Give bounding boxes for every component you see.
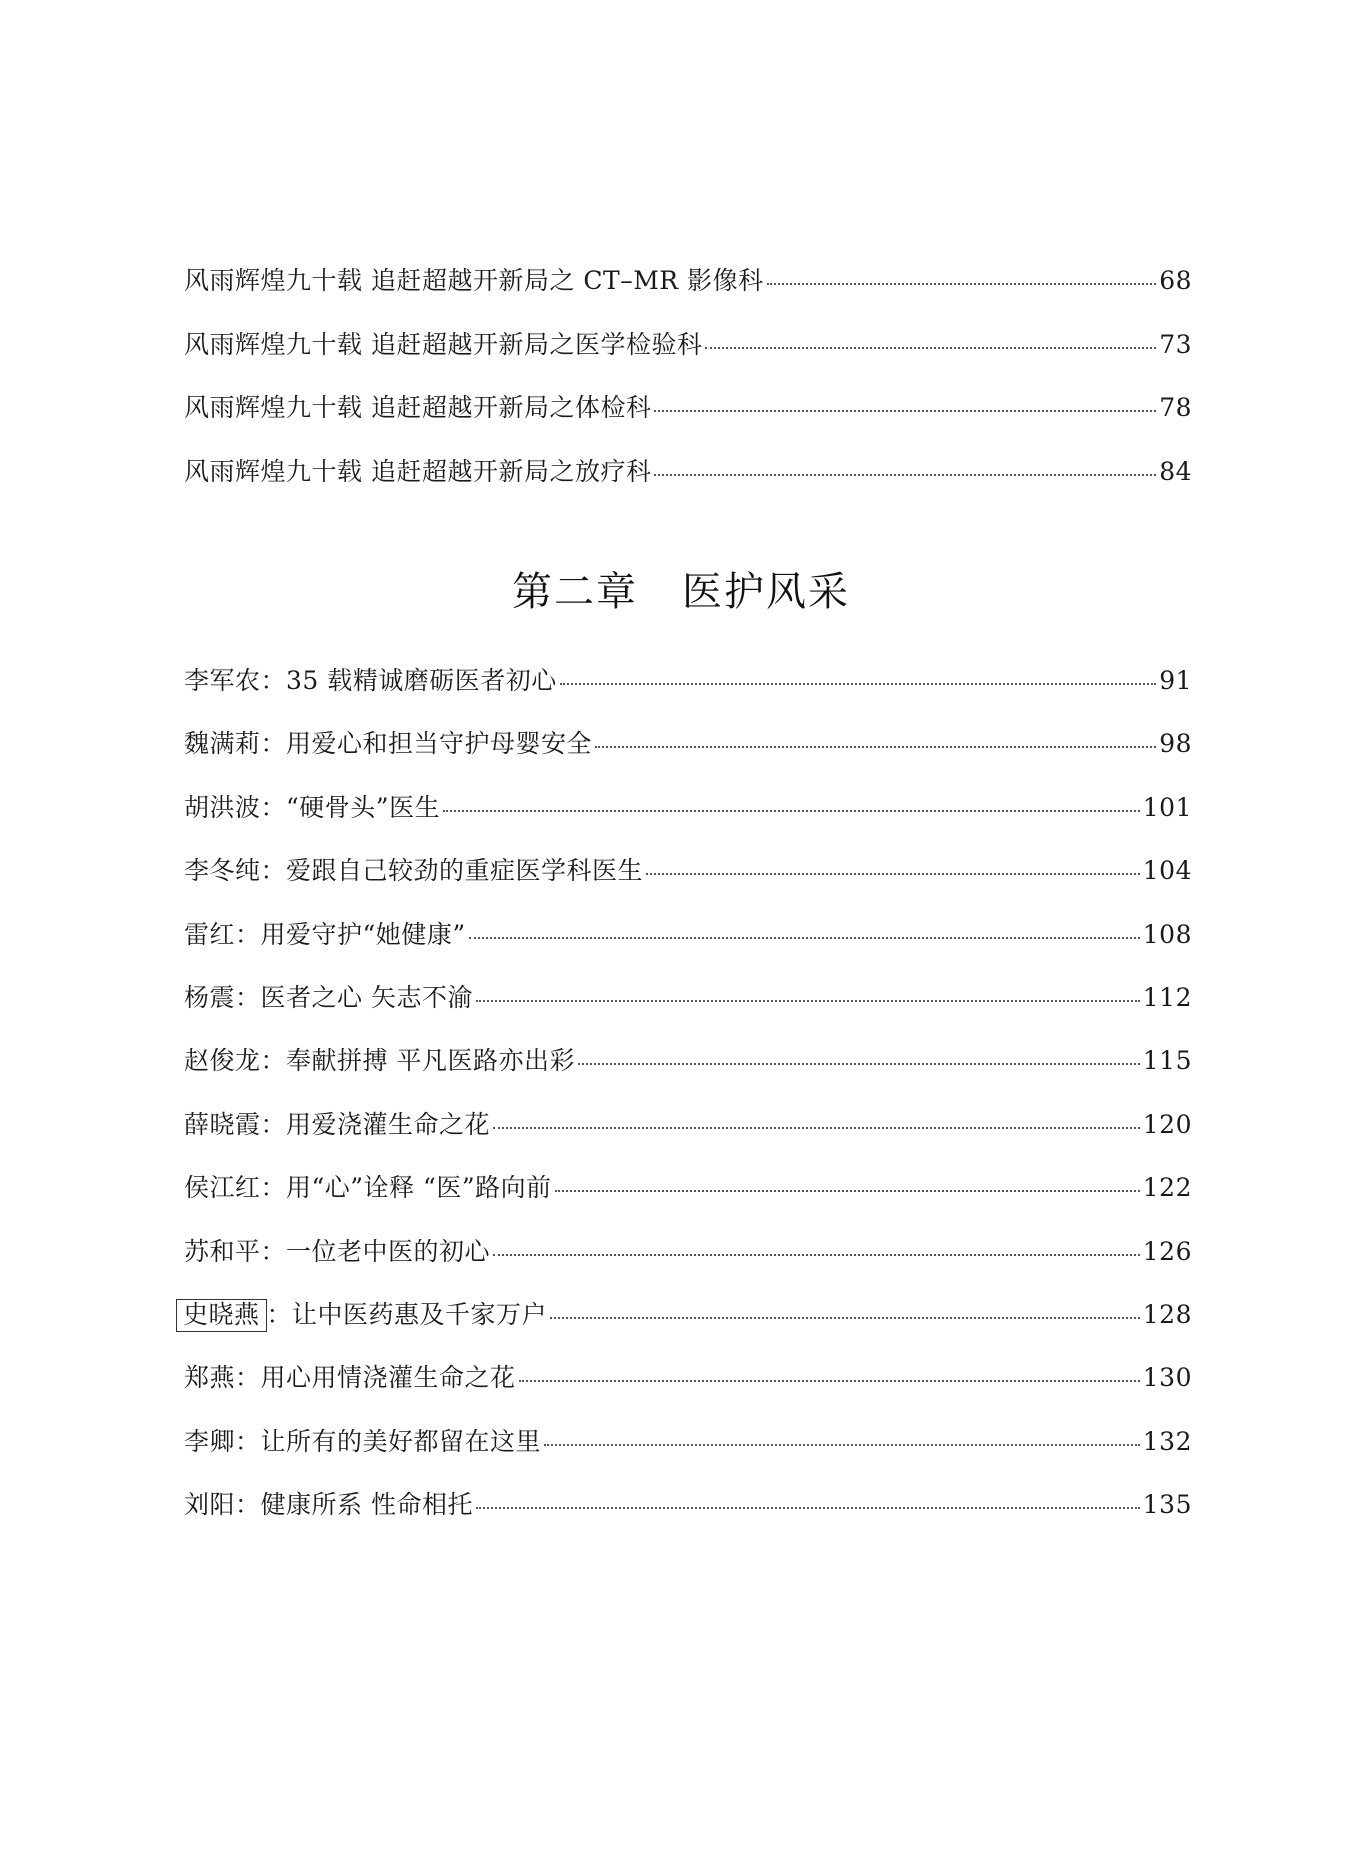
entry-page-number: 122 <box>1142 1173 1192 1203</box>
chapter-heading <box>0 560 1362 617</box>
toc-chapter-two <box>184 666 1192 1553</box>
entry-person-name: 刘阳 <box>184 1490 236 1520</box>
entry-separator: ： <box>260 666 287 695</box>
entry-person-name: 魏满莉 <box>184 729 261 759</box>
entry-person-name: 薛晓霞 <box>184 1109 261 1139</box>
entry-page-number: 115 <box>1142 1046 1192 1076</box>
entry-separator: ： <box>260 856 287 886</box>
entry-title <box>184 793 440 823</box>
entry-page-number: 104 <box>1142 856 1192 886</box>
entry-separator: ： <box>235 982 261 1012</box>
dot-leader <box>578 1063 1140 1065</box>
entry-page-number: 108 <box>1142 919 1192 949</box>
entry-page-number: 73 <box>1159 329 1192 359</box>
entry-page-number: 128 <box>1142 1299 1192 1329</box>
chapter-name: 医护风采 <box>682 569 850 615</box>
entry-title <box>184 1237 490 1267</box>
entry-title <box>184 1300 547 1330</box>
toc-entry[interactable] <box>184 330 1192 394</box>
entry-person-name: 雷红 <box>184 919 236 949</box>
dot-leader <box>544 1444 1140 1446</box>
entry-person-name: 李冬纯 <box>184 856 261 886</box>
dot-leader <box>646 873 1140 875</box>
toc-section-one <box>184 266 1192 520</box>
entry-page-number: 112 <box>1142 982 1192 1012</box>
entry-subtitle: 用爱心和担当守护母婴安全 <box>286 729 593 759</box>
dot-leader <box>654 410 1156 412</box>
entry-subtitle: 让所有的美好都留在这里 <box>260 1426 542 1456</box>
entry-title <box>184 1173 552 1203</box>
entry-separator: ： <box>260 1173 287 1203</box>
entry-separator: ： <box>235 1363 261 1393</box>
toc-entry[interactable] <box>184 1237 1192 1300</box>
entry-subtitle: 医者之心 矢志不渝 <box>260 982 473 1012</box>
entry-person-name: 胡洪波 <box>184 792 261 822</box>
entry-page-number: 91 <box>1159 666 1192 695</box>
entry-title <box>184 1046 575 1076</box>
entry-title <box>184 856 643 886</box>
dot-leader <box>476 1000 1140 1002</box>
entry-title: 风雨辉煌九十载 追赶超越开新局之放疗科 <box>184 456 652 486</box>
entry-subtitle: “硬骨头”医生 <box>286 792 441 822</box>
entry-title <box>184 1110 490 1140</box>
entry-subtitle: 用爱浇灌生命之花 <box>286 1109 491 1139</box>
toc-entry[interactable] <box>184 266 1192 330</box>
entry-page-number: 132 <box>1142 1426 1192 1456</box>
dot-leader <box>705 347 1156 349</box>
entry-page-number: 68 <box>1159 266 1192 295</box>
entry-person-name: 郑燕 <box>184 1363 236 1393</box>
toc-entry[interactable] <box>184 920 1192 983</box>
entry-separator: ： <box>260 792 287 822</box>
entry-page-number: 78 <box>1159 393 1192 422</box>
toc-entry[interactable] <box>184 729 1192 792</box>
entry-separator: ： <box>266 1299 293 1329</box>
chapter-number: 第二章 <box>512 569 638 615</box>
entry-title <box>184 1427 541 1457</box>
toc-entry[interactable] <box>184 1110 1192 1173</box>
dot-leader <box>493 1254 1140 1256</box>
toc-entry[interactable] <box>184 1490 1192 1553</box>
entry-page-number: 98 <box>1159 729 1192 759</box>
entry-person-name: 李卿 <box>184 1426 236 1456</box>
entry-title <box>184 666 557 696</box>
entry-page-number: 120 <box>1142 1109 1192 1139</box>
dot-leader <box>443 810 1140 812</box>
dot-leader <box>493 1127 1140 1129</box>
dot-leader <box>555 1190 1140 1192</box>
entry-page-number: 126 <box>1142 1236 1192 1266</box>
entry-page-number: 130 <box>1142 1363 1192 1393</box>
entry-subtitle: 奉献拼搏 平凡医路亦出彩 <box>286 1046 575 1076</box>
entry-separator: ： <box>260 1046 287 1076</box>
dot-leader <box>595 746 1156 748</box>
entry-subtitle: 让中医药惠及千家万户 <box>292 1299 548 1329</box>
dot-leader <box>476 1507 1140 1509</box>
dot-leader <box>519 1380 1140 1382</box>
entry-person-name-boxed: 史晓燕 <box>176 1299 267 1332</box>
toc-entry[interactable] <box>184 793 1192 856</box>
toc-entry[interactable] <box>184 983 1192 1046</box>
entry-title: 风雨辉煌九十载 追赶超越开新局之 CT–MR 影像科 <box>184 266 764 295</box>
entry-page-number: 84 <box>1159 456 1192 486</box>
entry-separator: ： <box>235 919 261 949</box>
entry-separator: ： <box>260 1236 287 1266</box>
dot-leader <box>550 1317 1140 1319</box>
entry-subtitle: 用“心”诠释 “医”路向前 <box>286 1173 552 1203</box>
entry-page-number: 101 <box>1142 792 1192 822</box>
entry-person-name: 侯江红 <box>184 1173 261 1203</box>
entry-separator: ： <box>260 729 287 759</box>
entry-separator: ： <box>235 1426 261 1456</box>
entry-person-name: 苏和平 <box>184 1236 261 1266</box>
entry-separator: ： <box>260 1109 287 1139</box>
entry-separator: ： <box>235 1490 261 1520</box>
entry-person-name: 杨震 <box>184 982 236 1012</box>
entry-subtitle: 爱跟自己较劲的重症医学科医生 <box>286 856 644 886</box>
entry-subtitle: 用爱守护“她健康” <box>260 919 466 949</box>
dot-leader <box>560 683 1156 685</box>
toc-entry[interactable] <box>184 1300 1192 1363</box>
toc-entry[interactable] <box>184 1363 1192 1426</box>
entry-subtitle: 一位老中医的初心 <box>286 1236 491 1266</box>
toc-entry[interactable] <box>184 856 1192 919</box>
entry-title: 风雨辉煌九十载 追赶超越开新局之体检科 <box>184 393 652 422</box>
entry-subtitle: 35 载精诚磨砺医者初心 <box>286 666 557 695</box>
dot-leader <box>767 283 1157 285</box>
entry-person-name: 赵俊龙 <box>184 1046 261 1076</box>
dot-leader <box>469 937 1140 939</box>
entry-title <box>184 1363 516 1393</box>
dot-leader <box>654 474 1156 476</box>
entry-page-number: 135 <box>1142 1490 1192 1520</box>
entry-title <box>184 983 473 1013</box>
entry-title <box>184 1490 473 1520</box>
entry-title <box>184 920 466 950</box>
toc-entry[interactable] <box>184 457 1192 521</box>
entry-title: 风雨辉煌九十载 追赶超越开新局之医学检验科 <box>184 329 703 359</box>
entry-title <box>184 729 592 759</box>
entry-subtitle: 用心用情浇灌生命之花 <box>260 1363 516 1393</box>
toc-entry[interactable] <box>184 1046 1192 1109</box>
toc-entry[interactable] <box>184 393 1192 457</box>
entry-subtitle: 健康所系 性命相托 <box>260 1490 473 1520</box>
toc-entry[interactable] <box>184 1427 1192 1490</box>
toc-entry[interactable] <box>184 666 1192 729</box>
entry-person-name: 李军农 <box>184 666 261 695</box>
toc-entry[interactable] <box>184 1173 1192 1236</box>
